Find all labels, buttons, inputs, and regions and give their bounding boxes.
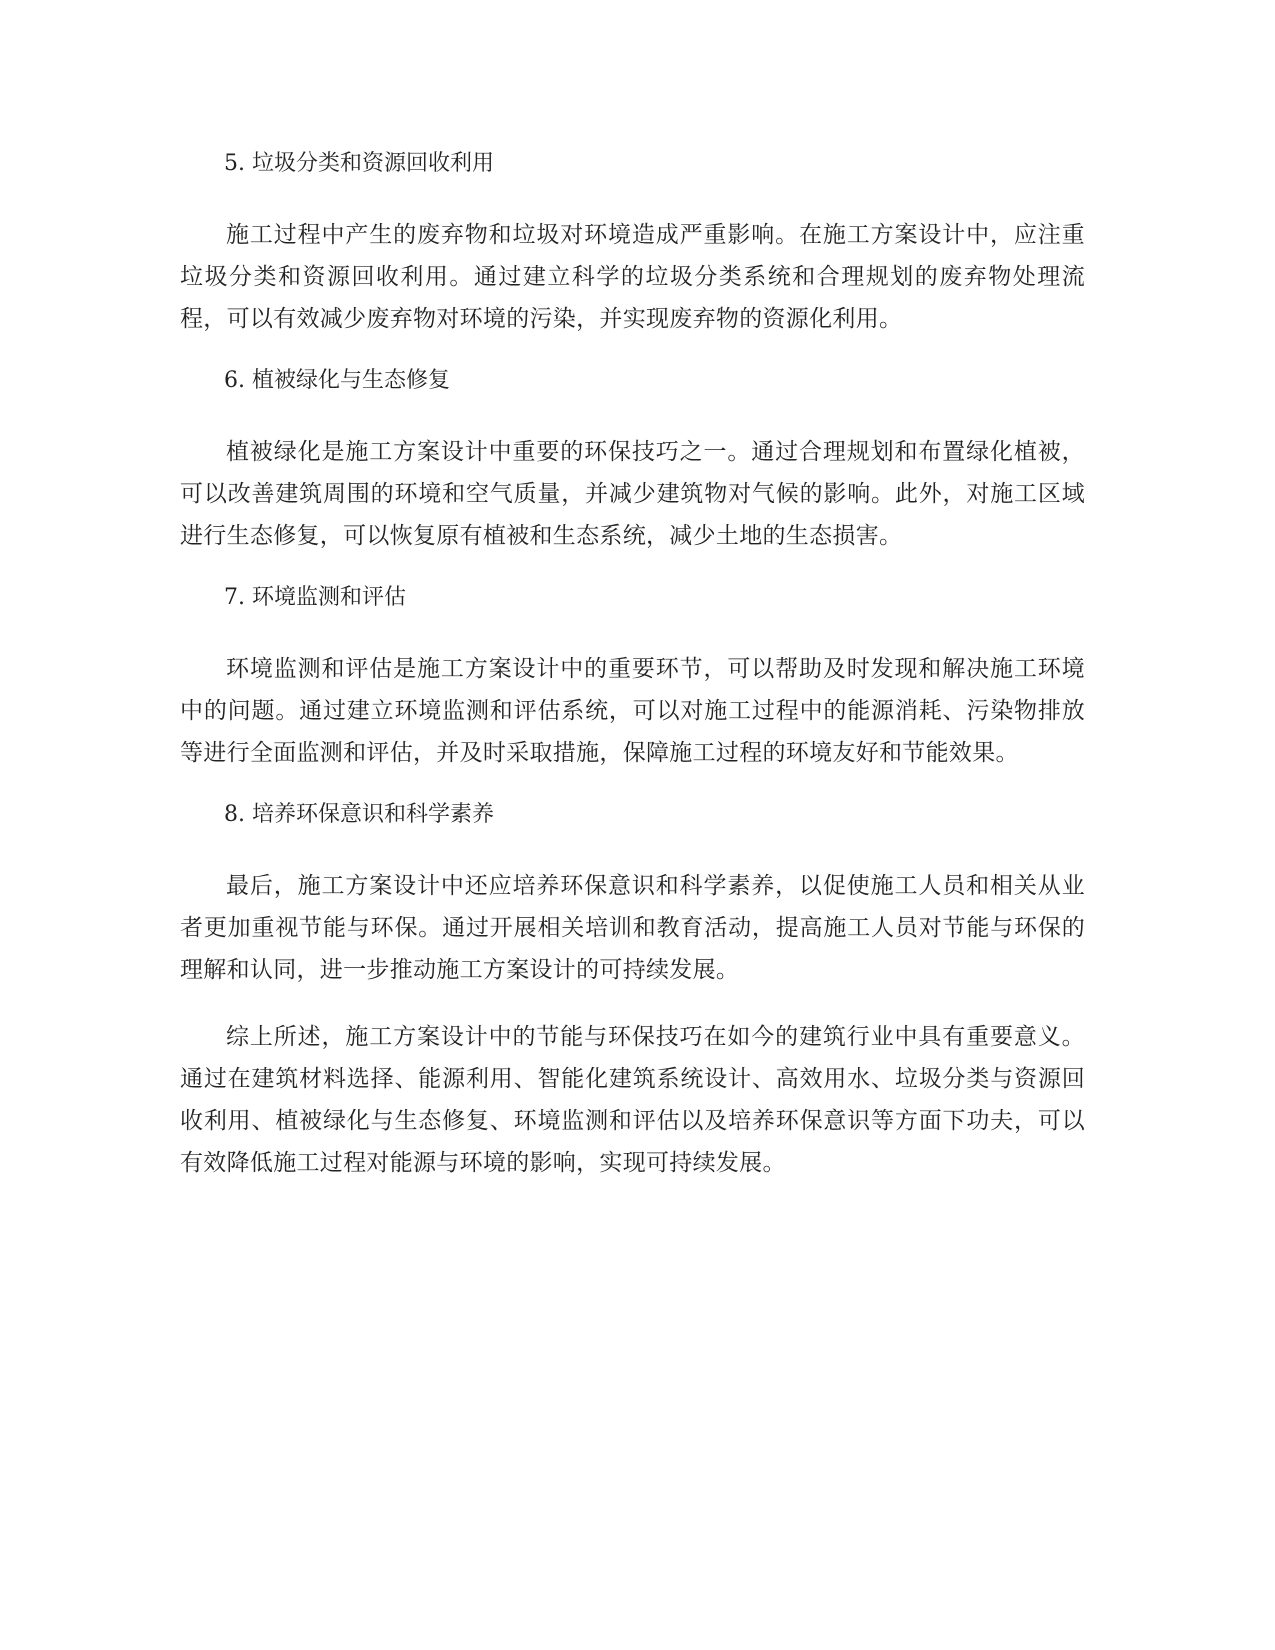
section-paragraph-8: 最后，施工方案设计中还应培养环保意识和科学素养，以促使施工人员和相关从业者更加重视节能与环保。通过开展相关培训和教育活动，提高施工人员对节能与环保的理解和认同，进一步推动施工方案设计的可持续发展。 <box>180 873 1085 983</box>
section-paragraph-5: 施工过程中产生的废弃物和垃圾对环境造成严重影响。在施工方案设计中，应注重垃圾分类和资源回收利用。通过建立科学的垃圾分类系统和合理规划的废弃物处理流程，可以有效减少废弃物对环境的污染，并实现废弃物的资源化利用。 <box>180 222 1085 332</box>
section-heading-7: 7. 环境监测和评估 <box>224 585 406 610</box>
document-body <box>180 148 1085 1209</box>
section-heading-5: 5. 垃圾分类和资源回收利用 <box>224 151 494 176</box>
section-paragraph-6: 植被绿化是施工方案设计中重要的环保技巧之一。通过合理规划和布置绿化植被，可以改善建筑周围的环境和空气质量，并减少建筑物对气候的影响。此外，对施工区域进行生态修复，可以恢复原有植被和生态系统，减少土地的生态损害。 <box>180 439 1085 549</box>
section-paragraph-7: 环境监测和评估是施工方案设计中的重要环节，可以帮助及时发现和解决施工环境中的问题。通过建立环境监测和评估系统，可以对施工过程中的能源消耗、污染物排放等进行全面监测和评估，并及时采取措施，保障施工过程的环境友好和节能效果。 <box>180 656 1085 766</box>
section-heading-8: 8. 培养环保意识和科学素养 <box>224 802 494 827</box>
section-heading-6: 6. 植被绿化与生态修复 <box>224 368 450 393</box>
conclusion-paragraph: 综上所述，施工方案设计中的节能与环保技巧在如今的建筑行业中具有重要意义。通过在建筑材料选择、能源利用、智能化建筑系统设计、高效用水、垃圾分类与资源回收利用、植被绿化与生态修复、环境监测和评估以及培养环保意识等方面下功夫，可以有效降低施工过程对能源与环境的影响，实现可持续发展。 <box>180 1024 1085 1176</box>
